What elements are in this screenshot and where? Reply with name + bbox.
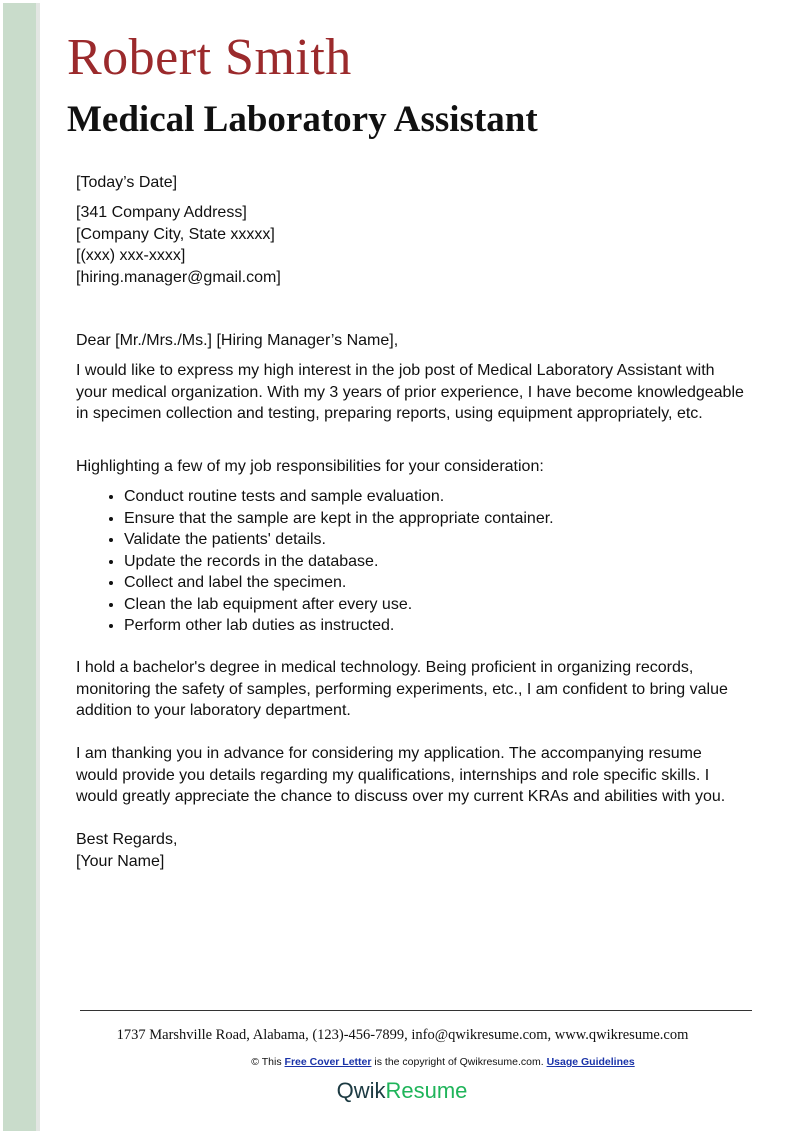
- list-item: • Ensure that the sample are kept in the appropriate container.: [124, 508, 746, 530]
- paragraph-education: I hold a bachelor's degree in medical technology. Being proficient in organizing records, monitoring the safety of samples, performing experiments, etc., I am confident to bring value addition to your laboratory department.: [76, 659, 728, 719]
- side-accent-strip: [3, 3, 40, 1131]
- usage-guidelines-link[interactable]: Usage Guidelines: [546, 1056, 635, 1068]
- company-city: [Company City, State xxxxx]: [76, 225, 275, 243]
- paragraph-highlights: Highlighting a few of my job responsibilities for your consideration:: [76, 458, 544, 475]
- footer-divider: [80, 1010, 752, 1011]
- paragraph-closing: I am thanking you in advance for considering my application. The accompanying resume would provide you details regarding my qualifications, internships and role specific skills. I would greatly appreciate the chance to discuss over my current KRAs and abilities with you.: [76, 745, 726, 805]
- salutation: Dear [Mr./Mrs./Ms.] [Hiring Manager’s Name],: [76, 332, 399, 349]
- applicant-name: Robert Smith: [67, 29, 352, 86]
- list-item: • Conduct routine tests and sample evaluation.: [124, 486, 746, 508]
- list-item: • Update the records in the database.: [124, 551, 746, 573]
- responsibilities-list: [76, 486, 746, 637]
- copyright-notice: © This Free Cover Letter is the copyright of Qwikresume.com. Usage Guidelines: [251, 1056, 635, 1068]
- list-item: • Clean the lab equipment after every use.: [124, 594, 746, 616]
- date: [Today’s Date]: [76, 174, 178, 191]
- list-item: • Collect and label the specimen.: [124, 572, 746, 594]
- company-phone: [(xxx) xxx-xxxx]: [76, 247, 186, 264]
- closing: Best Regards,: [76, 831, 178, 848]
- signature: [Your Name]: [76, 852, 165, 870]
- list-item: • Perform other lab duties as instructed.: [124, 615, 746, 637]
- qwikresume-logo: QwikResume: [336, 1078, 468, 1103]
- job-title: Medical Laboratory Assistant: [67, 99, 538, 140]
- list-item: • Validate the patients' details.: [124, 529, 746, 551]
- recipient-block: [76, 202, 281, 288]
- signoff: [76, 829, 177, 872]
- company-address: [341 Company Address]: [76, 204, 247, 221]
- paragraph-intro: I would like to express my high interest in the job post of Medical Laboratory Assistant with your medical organization. With my 3 years of prior experience, I have become knowledgeable in specimen collection and testing, preparing reports, using equipment appropriately, etc.: [76, 362, 744, 422]
- free-cover-letter-link[interactable]: Free Cover Letter: [284, 1056, 372, 1068]
- footer-address: 1737 Marshville Road, Alabama, (123)-456-7899, info@qwikresume.com, www.qwikresume.com: [116, 1027, 689, 1043]
- company-email: [hiring.manager@gmail.com]: [76, 268, 281, 286]
